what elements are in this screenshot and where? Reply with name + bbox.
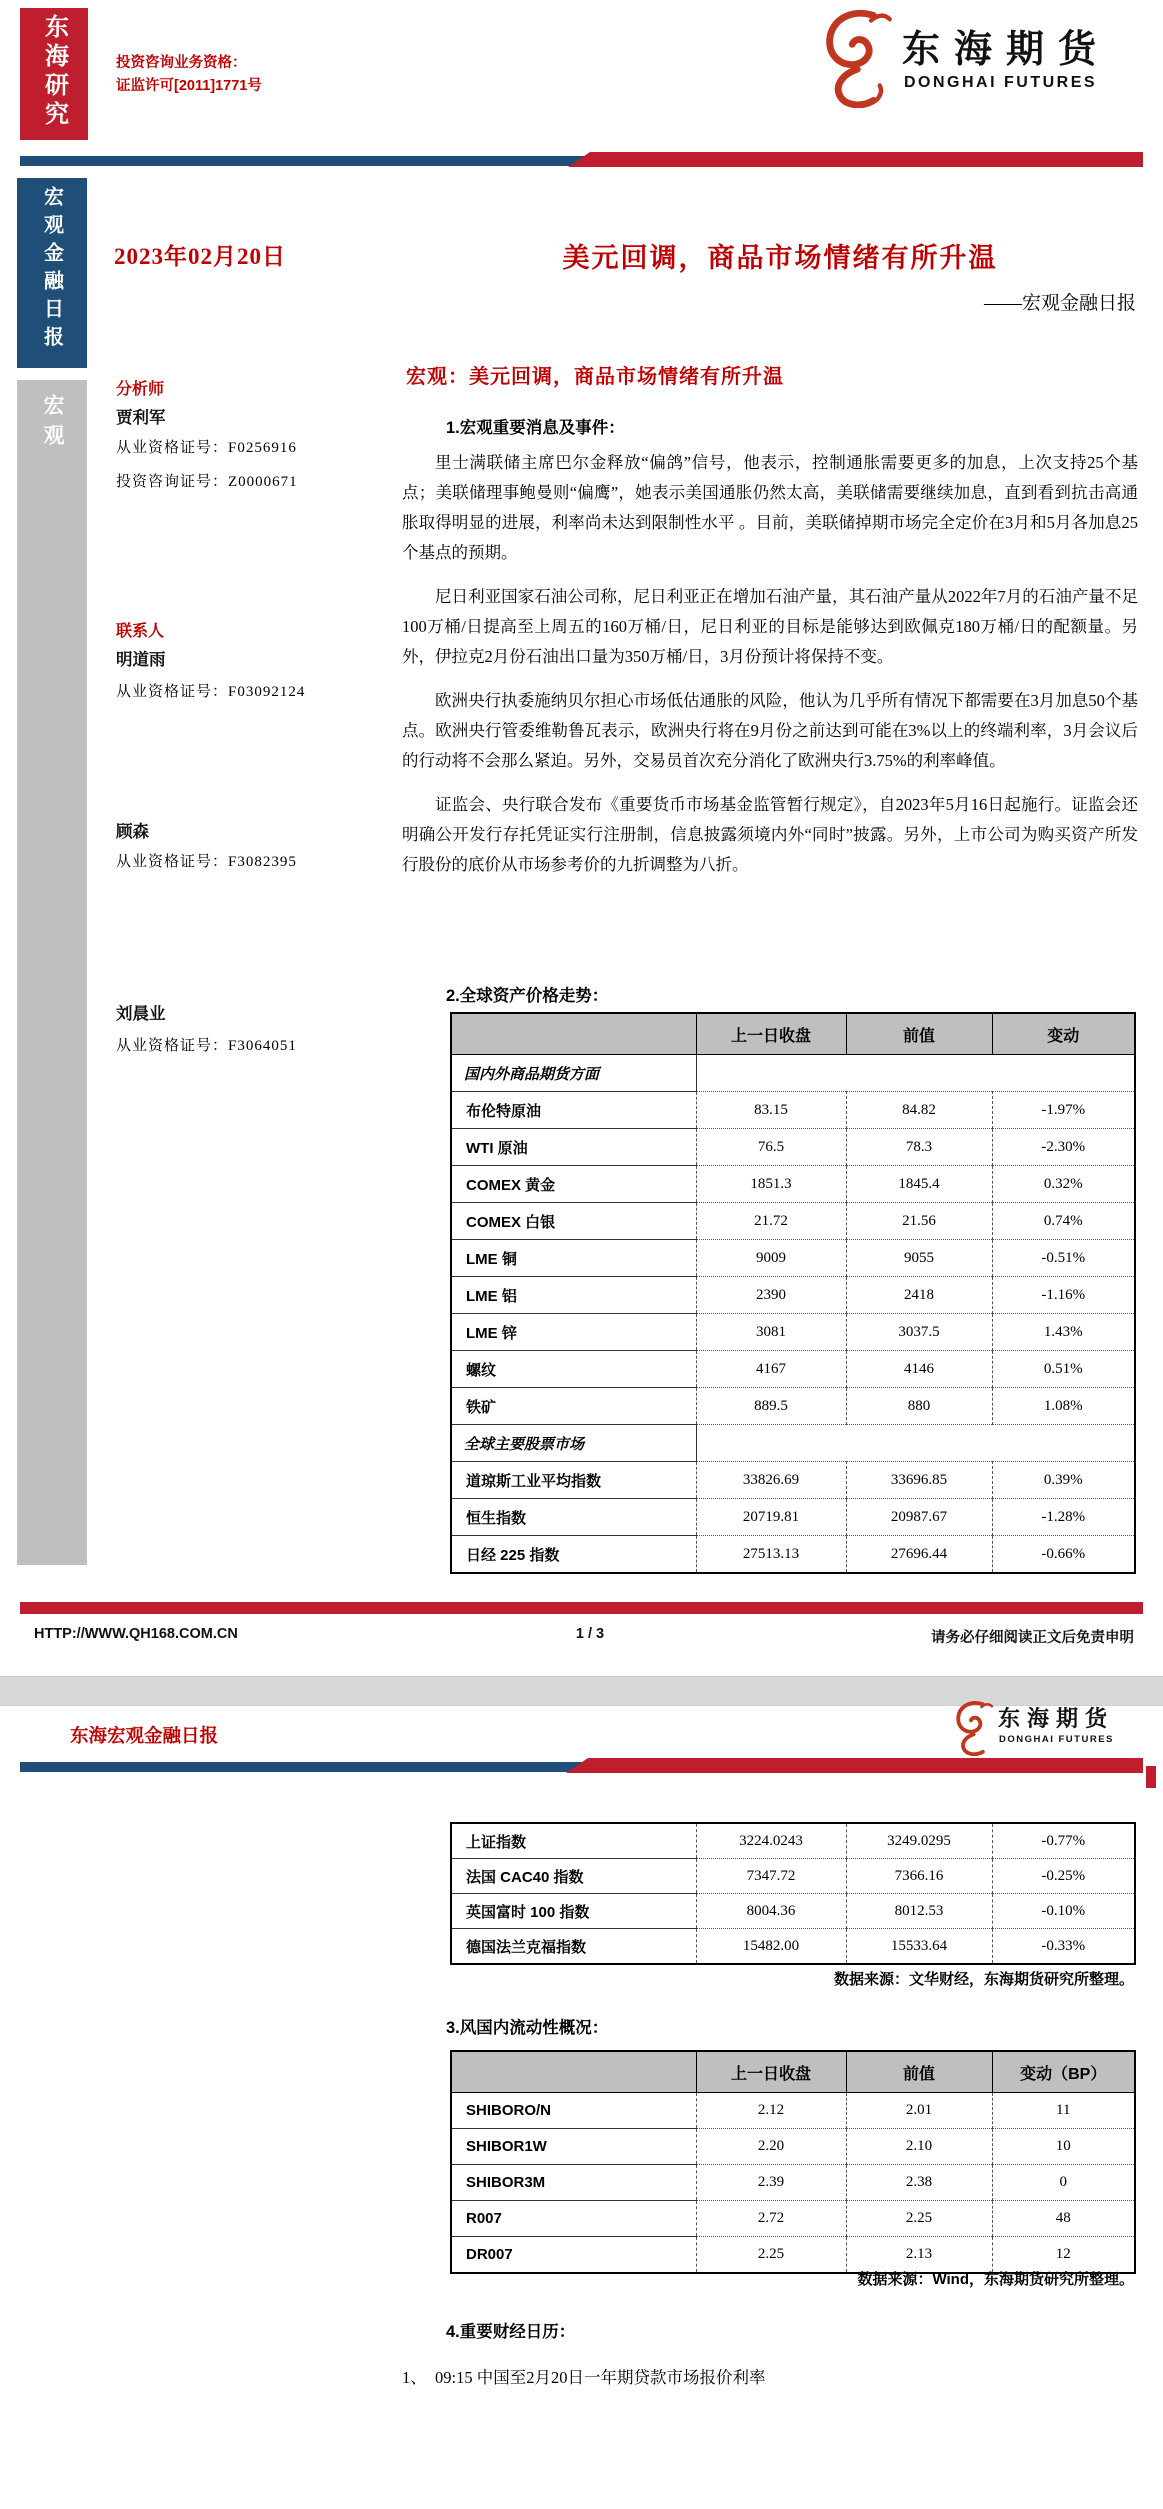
- table-header-cell: 前值: [846, 1013, 992, 1055]
- table-section-label: 国内外商品期货方面: [451, 1055, 696, 1092]
- table-cell: 4146: [846, 1351, 992, 1388]
- liquidity-table: [450, 2050, 1136, 2274]
- paragraph-3: 欧洲央行执委施纳贝尔担心市场低估通胀的风险，他认为几乎所有情况下都需要在3月加息50个基点。欧洲央行管委维勒鲁瓦表示，欧洲央行将在9月份之前达到可能在3%以上的终端利率，3月会议后的行动将不会那么紧迫。另外，交易员首次充分消化了欧洲央行3.75%的利率峰值。: [402, 691, 1138, 770]
- table-cell: 9055: [846, 1240, 992, 1277]
- table-cell: 1.43%: [992, 1314, 1135, 1351]
- table-row: [451, 1129, 1135, 1166]
- table-cell: -0.10%: [992, 1894, 1135, 1929]
- table-cell: 4167: [696, 1351, 846, 1388]
- contact-name-1: 明道雨: [116, 651, 166, 669]
- table-cell: 33696.85: [846, 1462, 992, 1499]
- table-cell: 2.13: [846, 2237, 992, 2274]
- footer-bar: [20, 1602, 1143, 1614]
- table-cell: 0.51%: [992, 1351, 1135, 1388]
- table-row-label: 上证指数: [451, 1823, 696, 1859]
- table-row: [451, 1859, 1135, 1894]
- macro-section-heading: 宏观：美元回调，商品市场情绪有所升温: [406, 366, 784, 388]
- table-cell: 7347.72: [696, 1859, 846, 1894]
- table-cell: 889.5: [696, 1388, 846, 1425]
- contact-label: 联系人: [116, 623, 165, 640]
- logo-english-text: DONGHAI FUTURES: [904, 74, 1098, 91]
- table-cell: -0.77%: [1041, 1832, 1086, 1849]
- report-date: 2023年02月20日: [114, 244, 286, 269]
- table-row-label: DR007: [451, 2237, 696, 2274]
- table-cell: 2.12: [696, 2093, 846, 2129]
- table-cell: -0.66%: [992, 1536, 1135, 1574]
- qualification-line2: 证监许可[2011]1771号: [116, 78, 262, 94]
- table-row-label: LME 锌: [451, 1314, 696, 1351]
- company-logo-small: [952, 1700, 1162, 1762]
- table-row-label: 法国 CAC40 指数: [451, 1859, 696, 1894]
- table-cell: -1.16%: [992, 1277, 1135, 1314]
- table-cell: 15533.64: [846, 1929, 992, 1965]
- table-cell: 2.39: [696, 2165, 846, 2201]
- table-row-label: COMEX 黄金: [451, 1166, 696, 1203]
- contact-cert-1: 从业资格证号：F03092124: [116, 684, 306, 700]
- table-cell: 27696.44: [846, 1536, 992, 1574]
- table-row: [451, 1499, 1135, 1536]
- table-row-label: 道琼斯工业平均指数: [451, 1462, 696, 1499]
- table-row: [451, 2165, 1135, 2201]
- global-asset-table: [450, 1012, 1136, 1574]
- table-row: [451, 1314, 1135, 1351]
- table-cell: 1.08%: [992, 1388, 1135, 1425]
- table-row-label: R007: [451, 2201, 696, 2237]
- sidebar-category-label: 宏观: [41, 394, 64, 454]
- table-cell: 2390: [696, 1277, 846, 1314]
- table-cell: 2.20: [696, 2129, 846, 2165]
- table-row: [451, 1277, 1135, 1314]
- table-cell: 0.74%: [992, 1203, 1135, 1240]
- report-title: 美元回调，商品市场情绪有所升温: [562, 243, 998, 273]
- table-row-label: 铁矿: [451, 1388, 696, 1425]
- table-row-label: 德国法兰克福指数: [451, 1929, 696, 1965]
- header-bar-red: [568, 152, 1143, 167]
- table-cell: 1845.4: [846, 1166, 992, 1203]
- logo-chinese-text: 东海期货: [902, 29, 1111, 71]
- qualification-block: [116, 52, 262, 98]
- page2-header-title: 东海宏观金融日报: [70, 1725, 219, 1746]
- table-cell: 15482.00: [696, 1929, 846, 1965]
- table-section-spacer: [696, 1425, 1135, 1462]
- heading-3: 3.风国内流动性概况：: [446, 2019, 609, 2037]
- footer-disclaimer: 请务必仔细阅读正文后免责申明: [931, 1630, 1134, 1646]
- table-row: [451, 2201, 1135, 2237]
- table-cell: 8012.53: [846, 1894, 992, 1929]
- table-row: [451, 1536, 1135, 1574]
- table-cell: 2.01: [846, 2093, 992, 2129]
- table-row: [451, 1166, 1135, 1203]
- sidebar-research-label: 东海研究: [40, 14, 67, 130]
- table-cell: 20987.67: [846, 1499, 992, 1536]
- table-row: [451, 1240, 1135, 1277]
- table-cell: 3037.5: [846, 1314, 992, 1351]
- table-cell: 33826.69: [696, 1462, 846, 1499]
- analyst-cert-2: 投资咨询证号：Z0000671: [116, 474, 298, 490]
- logo-chinese-text-small: 东海期货: [998, 1706, 1115, 1731]
- table-header-cell: 上一日收盘: [696, 2051, 846, 2093]
- table-cell: 0: [992, 2165, 1135, 2201]
- table-header-row: [451, 2051, 1135, 2093]
- paragraph-4: 证监会、央行联合发布《重要货币市场基金监管暂行规定》，自2023年5月16日起施行。证监会还明确公开发行存托凭证实行注册制，信息披露须境内外“同时”披露。另外，上市公司为购买资产所发行股份的底价从市场参考价的九折调整为八折。: [402, 795, 1138, 874]
- dragon-logo-icon: [818, 8, 894, 113]
- table-cell: -1.28%: [992, 1499, 1135, 1536]
- table-row-label: SHIBORO/N: [451, 2093, 696, 2129]
- table-header-cell: [451, 2051, 696, 2093]
- sidebar-category-box: [17, 380, 87, 1565]
- table-cell: 0.39%: [992, 1462, 1135, 1499]
- table-section-label: 全球主要股票市场: [451, 1425, 696, 1462]
- table-cell: 83.15: [696, 1092, 846, 1129]
- contact-name-3: 刘晨业: [116, 1005, 166, 1023]
- table-cell: 27513.13: [696, 1536, 846, 1574]
- table-cell: 3249.0295: [846, 1823, 992, 1859]
- table-cell: -0.51%: [992, 1240, 1135, 1277]
- table-row-label: COMEX 白银: [451, 1203, 696, 1240]
- table-cell: -0.33%: [992, 1929, 1135, 1965]
- table-row: [451, 1388, 1135, 1425]
- report-subtitle: ——宏观金融日报: [983, 293, 1136, 314]
- table-cell: 3224.0243: [696, 1823, 846, 1859]
- logo-red-accent: [1146, 1766, 1156, 1788]
- table-cell: 2.25: [696, 2237, 846, 2274]
- table-row: [451, 2093, 1135, 2129]
- sidebar-report-box: [17, 178, 87, 368]
- table-cell: 880: [846, 1388, 992, 1425]
- sidebar-research-box: [20, 8, 88, 140]
- footer-page-number: 1 / 3: [575, 1626, 605, 1642]
- logo-english-text-small: DONGHAI FUTURES: [999, 1734, 1114, 1745]
- table-header-cell: [451, 1013, 696, 1055]
- analyst-cert-1: 从业资格证号：F0256916: [116, 440, 297, 456]
- table-cell: 11: [992, 2093, 1135, 2129]
- heading-1: 1.宏观重要消息及事件：: [446, 419, 625, 437]
- analyst-name: 贾利军: [116, 409, 166, 427]
- table-cell: 21.72: [696, 1203, 846, 1240]
- table-cell: 2.10: [846, 2129, 992, 2165]
- heading-2: 2.全球资产价格走势：: [446, 987, 609, 1005]
- table-cell: 10: [992, 2129, 1135, 2165]
- table-cell: -2.30%: [992, 1129, 1135, 1166]
- table-cell: 78.3: [846, 1129, 992, 1166]
- table-cell: 48: [992, 2201, 1135, 2237]
- table-cell: 76.5: [696, 1129, 846, 1166]
- table-row: [451, 1203, 1135, 1240]
- table-cell: 8004.36: [696, 1894, 846, 1929]
- dragon-logo-icon-small: [952, 1700, 994, 1761]
- table-row-label: 英国富时 100 指数: [451, 1894, 696, 1929]
- data-source-1: 数据来源：文华财经，东海期货研究所整理。: [833, 1971, 1134, 1988]
- contact-name-2: 顾森: [116, 823, 149, 841]
- table-row-label: LME 铜: [451, 1240, 696, 1277]
- header-bar-blue: [20, 156, 592, 166]
- table-header-row: [451, 1013, 1135, 1055]
- table-cell: 21.56: [846, 1203, 992, 1240]
- table-row: [451, 1929, 1135, 1965]
- table-row-label: 日经 225 指数: [451, 1536, 696, 1574]
- table-row: [451, 1092, 1135, 1129]
- table-cell: 0.32%: [992, 1166, 1135, 1203]
- stock-index-table: [450, 1822, 1136, 1965]
- table-row-label: 螺纹: [451, 1351, 696, 1388]
- data-source-2: 数据来源：Wind，东海期货研究所整理。: [857, 2271, 1134, 2288]
- table-cell: 2418: [846, 1277, 992, 1314]
- table-row: [451, 2129, 1135, 2165]
- analyst-label: 分析师: [116, 381, 165, 398]
- table-cell: -1.97%: [992, 1092, 1135, 1129]
- table-row: [451, 1823, 1135, 1859]
- table-row-label: WTI 原油: [451, 1129, 696, 1166]
- table-row-label: SHIBOR1W: [451, 2129, 696, 2165]
- table-cell: 12: [992, 2237, 1135, 2274]
- table-row-label: 布伦特原油: [451, 1092, 696, 1129]
- table-row: [451, 1894, 1135, 1929]
- table-row-label: 恒生指数: [451, 1499, 696, 1536]
- table-cell: 2.25: [846, 2201, 992, 2237]
- table-row: [451, 1462, 1135, 1499]
- page2-bar-blue: [20, 1762, 590, 1772]
- table-cell: 84.82: [846, 1092, 992, 1129]
- table-row: [451, 1351, 1135, 1388]
- table-row: [451, 1425, 1135, 1462]
- table-cell: 9009: [696, 1240, 846, 1277]
- calendar-item-1: 1、 09:15 中国至2月20日一年期贷款市场报价利率: [402, 2368, 766, 2387]
- table-header-cell: 上一日收盘: [696, 1013, 846, 1055]
- table-cell: -0.25%: [992, 1859, 1135, 1894]
- body-paragraphs: [402, 448, 1138, 894]
- table-cell: 1851.3: [696, 1166, 846, 1203]
- heading-4: 4.重要财经日历：: [446, 2323, 576, 2341]
- contact-cert-3: 从业资格证号：F3064051: [116, 1038, 297, 1054]
- table-cell: 20719.81: [696, 1499, 846, 1536]
- table-row-label: SHIBOR3M: [451, 2165, 696, 2201]
- table-header-cell: 变动: [992, 1013, 1135, 1055]
- table-section-spacer: [696, 1055, 1135, 1092]
- company-logo: [818, 8, 1148, 112]
- paragraph-1: 里士满联储主席巴尔金释放“偏鸽”信号，他表示，控制通胀需要更多的加息，上次支持25个基点；美联储理事鲍曼则“偏鹰”，她表示美国通胀仍然太高，美联储需要继续加息，直到看到抗击高通胀取得明显的进展，利率尚未达到限制性水平 。目前，美联储掉期市场完全定价在3月和5月各加息25个基点的预期。: [402, 453, 1138, 562]
- table-header-cell: 前值: [846, 2051, 992, 2093]
- table-cell: 3081: [696, 1314, 846, 1351]
- table-row: [451, 1055, 1135, 1092]
- page2-bar-red: [566, 1758, 1143, 1773]
- table-row-label: LME 铝: [451, 1277, 696, 1314]
- sidebar-report-label: 宏观金融日报: [40, 186, 63, 354]
- table-header-cell: 变动（BP）: [992, 2051, 1135, 2093]
- table-cell: 2.72: [696, 2201, 846, 2237]
- contact-cert-2: 从业资格证号：F3082395: [116, 854, 297, 870]
- footer-url: HTTP://WWW.QH168.COM.CN: [34, 1626, 238, 1642]
- table-cell: 7366.16: [846, 1859, 992, 1894]
- qualification-line1: 投资咨询业务资格：: [116, 55, 247, 71]
- table-cell: 2.38: [846, 2165, 992, 2201]
- paragraph-2: 尼日利亚国家石油公司称，尼日利亚正在增加石油产量，其石油产量从2022年7月的石油产量不足100万桶/日提高至上周五的160万桶/日，尼日利亚的目标是能够达到欧佩克180万桶/日的配额量。另外，伊拉克2月份石油出口量为350万桶/日，3月份预计将保持不变。: [402, 587, 1139, 666]
